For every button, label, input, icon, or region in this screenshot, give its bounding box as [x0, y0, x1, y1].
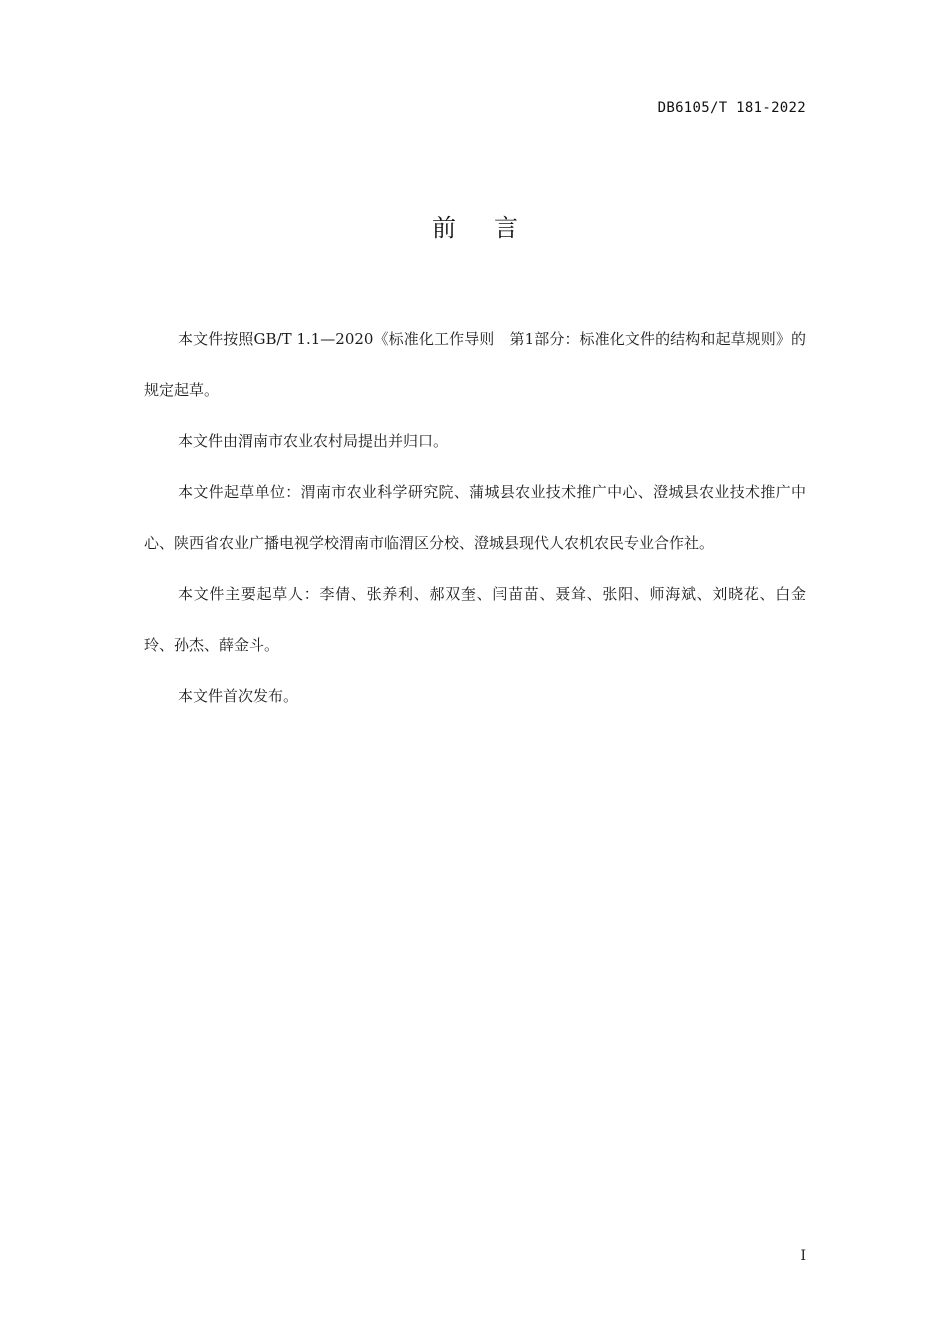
paragraph-proposer: 本文件由渭南市农业农村局提出并归口。	[178, 432, 449, 450]
paragraph-first-release: 本文件首次发布。	[178, 687, 299, 705]
paragraph-drafters: 本文件主要起草人：李倩、张养利、郝双奎、闫苗苗、聂耸、张阳、师海斌、刘晓花、白金玲、孙杰、薛金斗。	[144, 585, 806, 654]
foreword-body	[144, 314, 806, 722]
paragraph-drafting-units: 本文件起草单位：渭南市农业科学研究院、蒲城县农业技术推广中心、澄城县农业技术推广中心、陕西省农业广播电视学校渭南市临渭区分校、澄城县现代人农机农民专业合作社。	[144, 483, 806, 552]
paragraph-drafting-basis: 本文件按照GB/T 1.1—2020《标准化工作导则 第1部分：标准化文件的结构和起草规则》的规定起草。	[144, 330, 806, 399]
page-number: I	[800, 1248, 806, 1264]
document-code: DB6105/T 181-2022	[657, 100, 806, 116]
page-title: 前言	[432, 214, 556, 242]
